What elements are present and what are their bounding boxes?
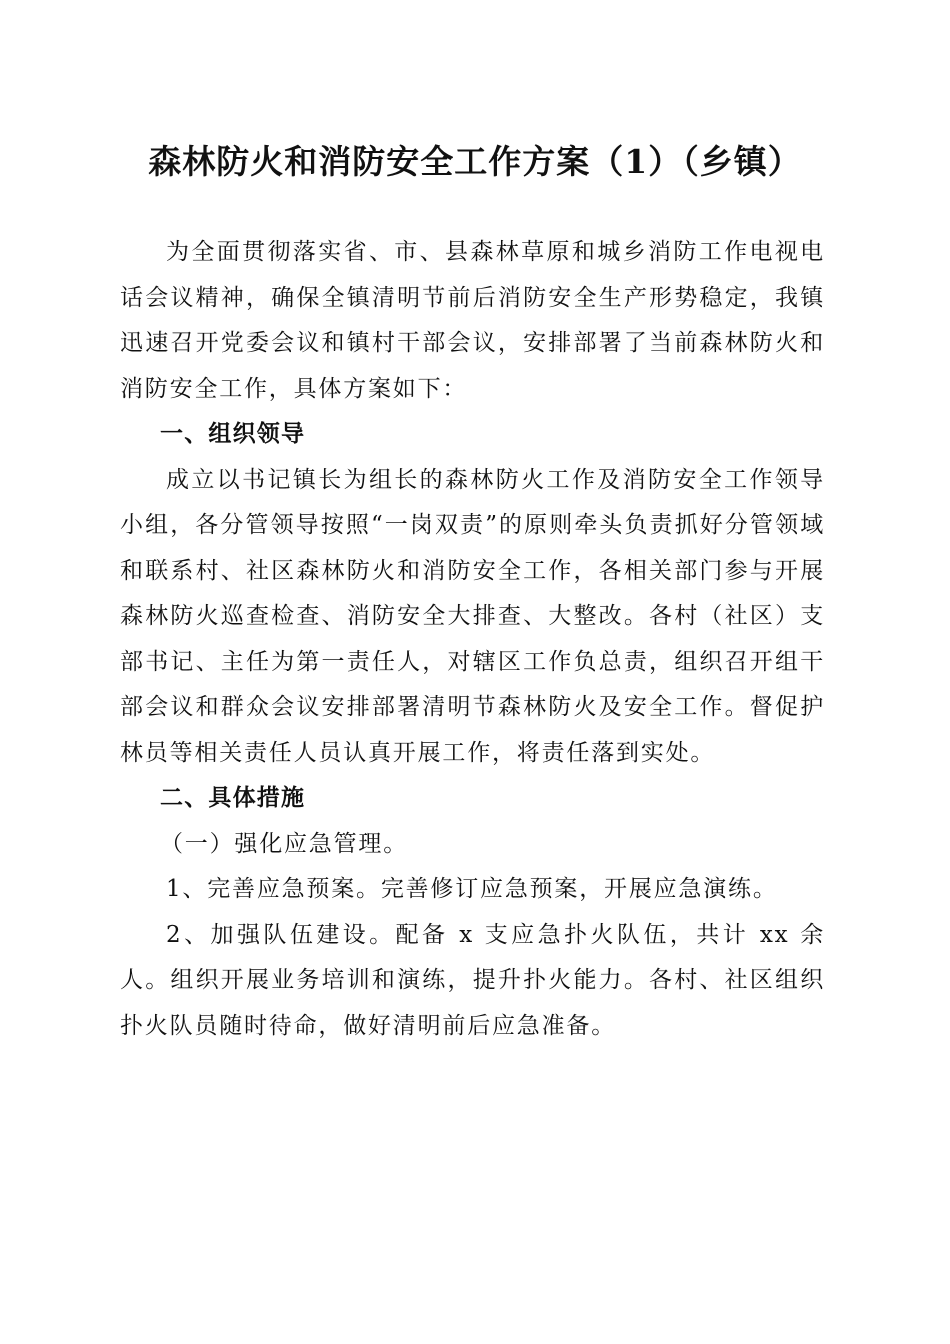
measure-paragraph-plan: 1、完善应急预案。完善修订应急预案，开展应急演练。 <box>166 876 778 902</box>
intro-paragraph: 为全面贯彻落实省、市、县森林草原和城乡消防工作电视电话会议精神，确保全镇清明节前后消防安全生产形势稳定，我镇迅速召开党委会议和镇村干部会议，安排部署了当前森林防火和消防安全工作，具体方案如下： <box>120 239 825 402</box>
measure-paragraph-team: 2、加强队伍建设。配备 x 支应急扑火队伍，共计 xx 余人。组织开展业务培训和演练，提升扑火能力。各村、社区组织扑火队员随时待命，做好清明前后应急准备。 <box>120 921 825 1039</box>
section-paragraph-organization: 成立以书记镇长为组长的森林防火工作及消防安全工作领导小组，各分管领导按照“一岗双责”的原则牵头负责抓好分管领域和联系村、社区森林防火和消防安全工作，各相关部门参与开展森林防火巡查检查、消防安全大排查、大整改。各村（社区）支部书记、主任为第一责任人，对辖区工作负总责，组织召开组干部会议和群众会议安排部署清明节森林防火及安全工作。督促护林员等相关责任人员认真开展工作，将责任落到实处。 <box>120 466 825 766</box>
section-heading-organization: 一、组织领导 <box>160 421 306 447</box>
document-body <box>120 230 825 1049</box>
document-title: 森林防火和消防安全工作方案（1）（乡镇） <box>148 142 802 181</box>
section-heading-measures: 二、具体措施 <box>160 785 306 811</box>
subsection-heading-emergency: （一）强化应急管理。 <box>160 830 408 857</box>
